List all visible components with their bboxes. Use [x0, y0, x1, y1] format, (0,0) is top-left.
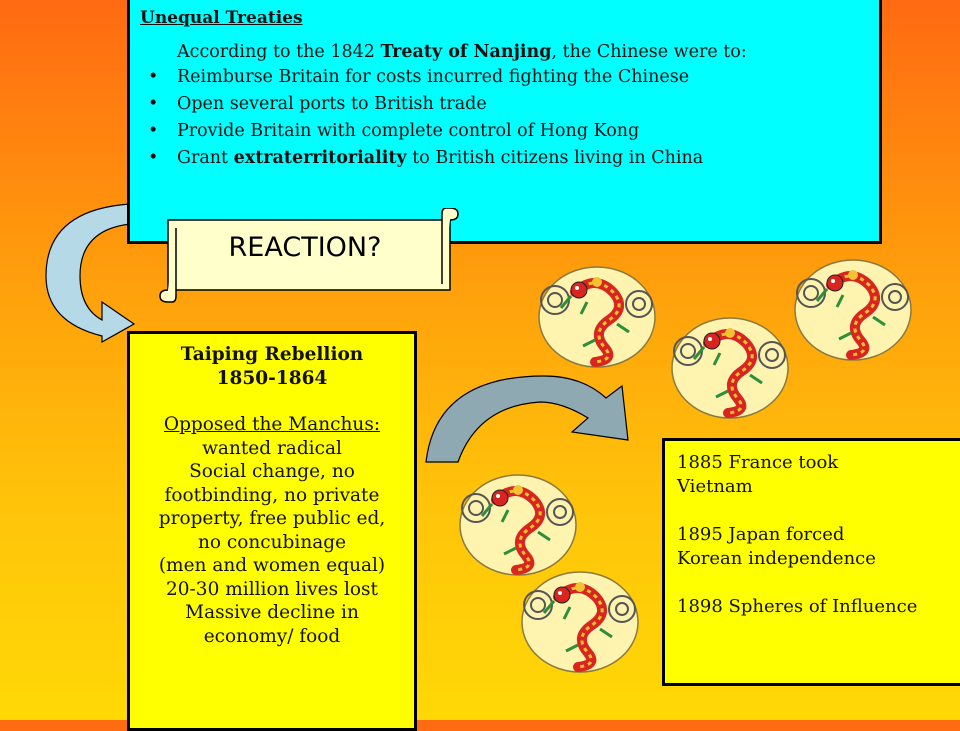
item-bold-term: extraterritoriality	[233, 148, 407, 168]
event-line: 1895 Japan forced	[677, 524, 845, 545]
events-box	[662, 438, 960, 686]
taiping-line: (men and women equal)	[158, 555, 386, 576]
taiping-line: 20-30 million lives lost	[166, 578, 378, 600]
event-line: 1898 Spheres of Influence	[677, 596, 918, 617]
curved-arrow-right	[422, 372, 667, 464]
treaty-intro-prefix: According to the 1842	[177, 42, 381, 62]
taiping-years: 1850-1864	[216, 367, 328, 389]
taiping-line: Massive decline in	[185, 602, 359, 623]
item-text: Provide Britain with complete control of Hong Kong	[177, 121, 640, 141]
taiping-line: wanted radical	[202, 437, 342, 459]
dragon-icon	[668, 313, 792, 423]
event-line: 1885 France took	[677, 452, 839, 473]
dragon-icon	[518, 567, 642, 677]
event-line: Vietnam	[677, 476, 753, 497]
dragon-icon	[456, 470, 580, 580]
treaty-intro-suffix: , the Chinese were to:	[551, 42, 747, 62]
treaty-terms-list	[140, 64, 869, 172]
taiping-line: Social change, no	[189, 461, 355, 482]
item-text-end: to British citizens living in China	[406, 148, 704, 168]
event-paragraph	[677, 451, 951, 499]
taiping-line: footbinding, no private	[164, 484, 380, 506]
curved-arrow-left	[38, 196, 138, 344]
taiping-line: economy/ food	[203, 625, 341, 647]
taiping-title: Taiping Rebellion	[180, 344, 364, 365]
taiping-subtitle: Opposed the Manchus:	[163, 414, 381, 435]
taiping-line: no concubinage	[197, 531, 347, 553]
list-item	[140, 145, 869, 172]
event-paragraph	[677, 595, 951, 619]
taiping-line: property, free public ed,	[158, 508, 386, 529]
event-line: Korean independence	[677, 548, 876, 569]
treaty-name: Treaty of Nanjing	[380, 42, 552, 62]
event-paragraph	[677, 523, 951, 571]
item-text: Reimburse Britain for costs incurred fighting the Chinese	[177, 67, 690, 87]
treaty-intro	[177, 42, 869, 62]
item-text: Open several ports to British trade	[177, 94, 487, 114]
list-item	[140, 118, 869, 145]
list-item	[140, 91, 869, 118]
dragon-icon	[791, 255, 915, 365]
taiping-box	[127, 331, 417, 731]
item-text: Grant	[177, 148, 234, 168]
reaction-label: REACTION?	[228, 232, 382, 263]
dragon-icon	[535, 262, 659, 372]
list-item	[140, 64, 869, 91]
treaty-title: Unequal Treaties	[140, 8, 303, 28]
